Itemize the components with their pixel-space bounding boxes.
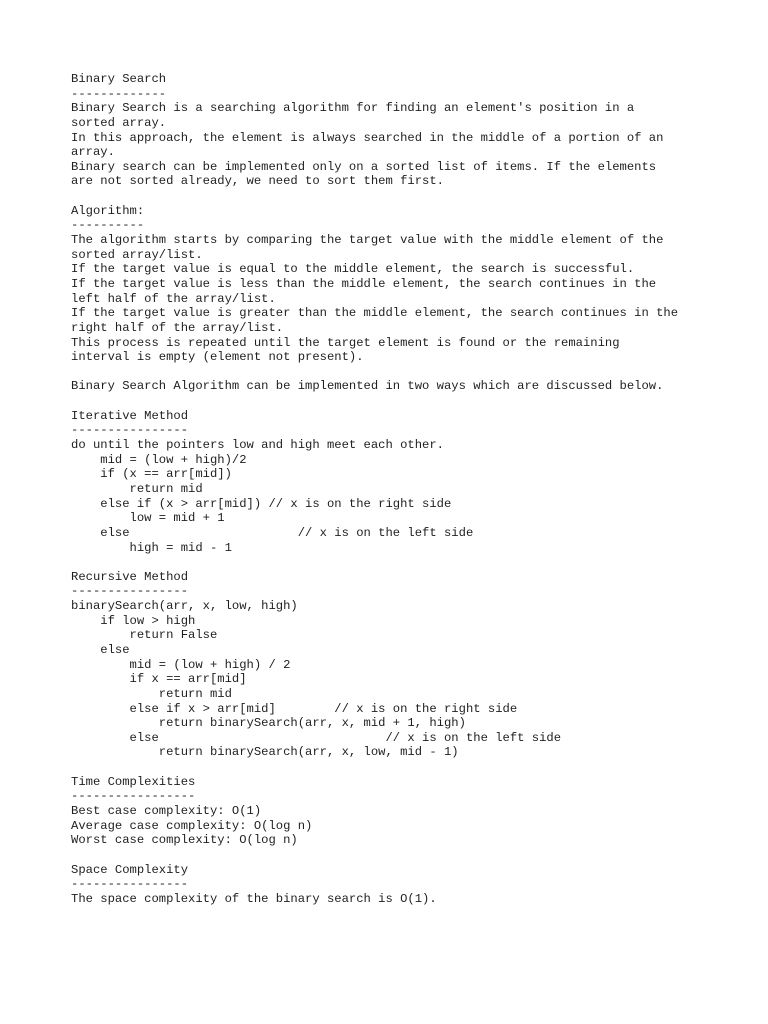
text-line: Algorithm: [71, 203, 145, 218]
text-line: right half of the array/list. [71, 320, 284, 335]
text-line: Average case complexity: O(log n) [71, 818, 313, 833]
text-line: The space complexity of the binary search is O(1). [71, 891, 437, 906]
text-line: mid = (low + high) / 2 [71, 657, 291, 672]
text-line: left half of the array/list. [71, 291, 276, 306]
text-line: Binary Search Algorithm can be implemented in two ways which are discussed below. [71, 379, 664, 394]
text-line [71, 394, 761, 409]
text-line [71, 760, 761, 775]
text-line: If the target value is equal to the middle element, the search is successful. [71, 262, 635, 277]
text-line: if x == arr[mid] [71, 672, 247, 687]
text-line: low = mid + 1 [71, 511, 225, 526]
text-line: return binarySearch(arr, x, mid + 1, high) [71, 716, 466, 731]
text-line: The algorithm starts by comparing the target value with the middle element of the [71, 233, 664, 248]
text-line: if low > high [71, 613, 196, 628]
text-line: return binarySearch(arr, x, low, mid - 1) [71, 745, 459, 760]
text-line: Space Complexity [71, 862, 189, 877]
text-line: Iterative Method [71, 408, 189, 423]
text-line: binarySearch(arr, x, low, high) [71, 599, 298, 614]
text-line: array. [71, 145, 115, 160]
text-line: In this approach, the element is always searched in the middle of a portion of an [71, 130, 664, 145]
text-line: ------------- [71, 86, 167, 101]
text-line: ---------- [71, 218, 145, 233]
text-line: are not sorted already, we need to sort them first. [71, 174, 444, 189]
text-line: If the target value is greater than the middle element, the search continues in the [71, 306, 679, 321]
text-line: Binary Search [71, 72, 167, 86]
text-line: Binary Search is a searching algorithm for finding an element's position in a [71, 101, 635, 116]
text-line: else // x is on the left side [71, 730, 562, 745]
text-line: ----------------- [71, 789, 196, 804]
text-line [71, 555, 761, 570]
text-line: ---------------- [71, 584, 189, 599]
text-line [71, 365, 761, 380]
text-line: interval is empty (element not present). [71, 350, 364, 365]
text-line: This process is repeated until the target element is found or the remaining [71, 335, 620, 350]
document-body [71, 72, 761, 907]
text-line: Recursive Method [71, 569, 189, 584]
text-line: else // x is on the left side [71, 525, 474, 540]
text-line: return mid [71, 686, 232, 701]
text-line: sorted array. [71, 115, 167, 130]
text-line: else [71, 642, 130, 657]
text-line: if (x == arr[mid]) [71, 467, 232, 482]
text-line [71, 189, 761, 204]
text-line: sorted array/list. [71, 247, 203, 262]
text-line [71, 848, 761, 863]
text-line: Worst case complexity: O(log n) [71, 833, 298, 848]
text-line: return False [71, 628, 218, 643]
text-line: mid = (low + high)/2 [71, 452, 247, 467]
text-line: ---------------- [71, 423, 189, 438]
text-line: Best case complexity: O(1) [71, 804, 262, 819]
text-line: return mid [71, 481, 203, 496]
text-line: else if (x > arr[mid]) // x is on the right side [71, 496, 452, 511]
text-line: ---------------- [71, 877, 189, 892]
text-line: do until the pointers low and high meet each other. [71, 438, 444, 453]
text-line: high = mid - 1 [71, 540, 232, 555]
text-line: Time Complexities [71, 774, 196, 789]
text-line: Binary search can be implemented only on a sorted list of items. If the elements [71, 159, 657, 174]
text-line: If the target value is less than the middle element, the search continues in the [71, 276, 657, 291]
text-line: else if x > arr[mid] // x is on the right side [71, 701, 518, 716]
